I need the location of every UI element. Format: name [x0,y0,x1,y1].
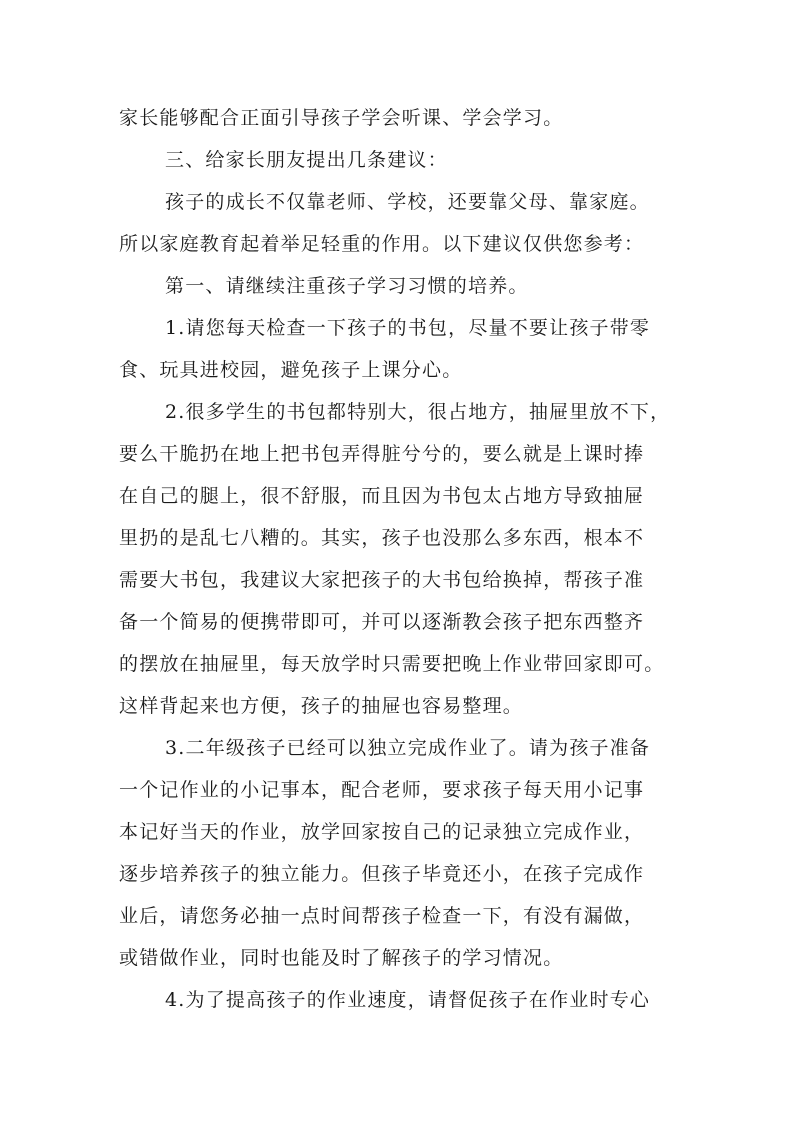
subsection-heading: 第一、请继续注重孩子学习习惯的培养。 [165,275,529,297]
text-line: 在自己的腿上，很不舒服，而且因为书包太占地方导致抽屉 [119,485,645,507]
section-heading: 三、给家长朋友提出几条建议： [165,149,448,171]
text-line: 本记好当天的作业，放学回家按自己的记录独立完成作业， [119,821,645,843]
text-line: 这样背起来也方便，孩子的抽屉也容易整理。 [119,695,524,717]
text-line: 或错做作业，同时也能及时了解孩子的学习情况。 [119,947,564,969]
text-line: 的摆放在抽屉里，每天放学时只需要把晚上作业带回家即可。 [119,653,665,675]
text-line: 业后，请您务必抽一点时间帮孩子检查一下，有没有漏做， [119,905,645,927]
text-line: 4.为了提高孩子的作业速度，请督促孩子在作业时专心 [165,989,651,1011]
text-line: 食、玩具进校园，避免孩子上课分心。 [119,359,463,381]
text-line: 里扔的是乱七八糟的。其实，孩子也没那么多东西，根本不 [119,527,645,549]
text-line: 所以家庭教育起着举足轻重的作用。以下建议仅供您参考： [119,233,645,255]
text-line: 3.二年级孩子已经可以独立完成作业了。请为孩子准备 [165,737,651,759]
text-line: 备一个简易的便携带即可，并可以逐渐教会孩子把东西整齐 [119,611,645,633]
text-line: 孩子的成长不仅靠老师、学校，还要靠父母、靠家庭。 [165,191,650,213]
text-line: 家长能够配合正面引导孩子学会听课、学会学习。 [119,107,564,129]
text-line: 逐步培养孩子的独立能力。但孩子毕竟还小，在孩子完成作 [119,863,645,885]
text-line: 2.很多学生的书包都特别大，很占地方，抽屉里放不下， [165,401,671,423]
text-line: 1.请您每天检查一下孩子的书包，尽量不要让孩子带零 [165,317,651,339]
text-line: 要么干脆扔在地上把书包弄得脏兮兮的，要么就是上课时捧 [119,443,645,465]
text-line: 一个记作业的小记事本，配合老师，要求孩子每天用小记事 [119,779,645,801]
text-line: 需要大书包，我建议大家把孩子的大书包给换掉，帮孩子准 [119,569,645,591]
